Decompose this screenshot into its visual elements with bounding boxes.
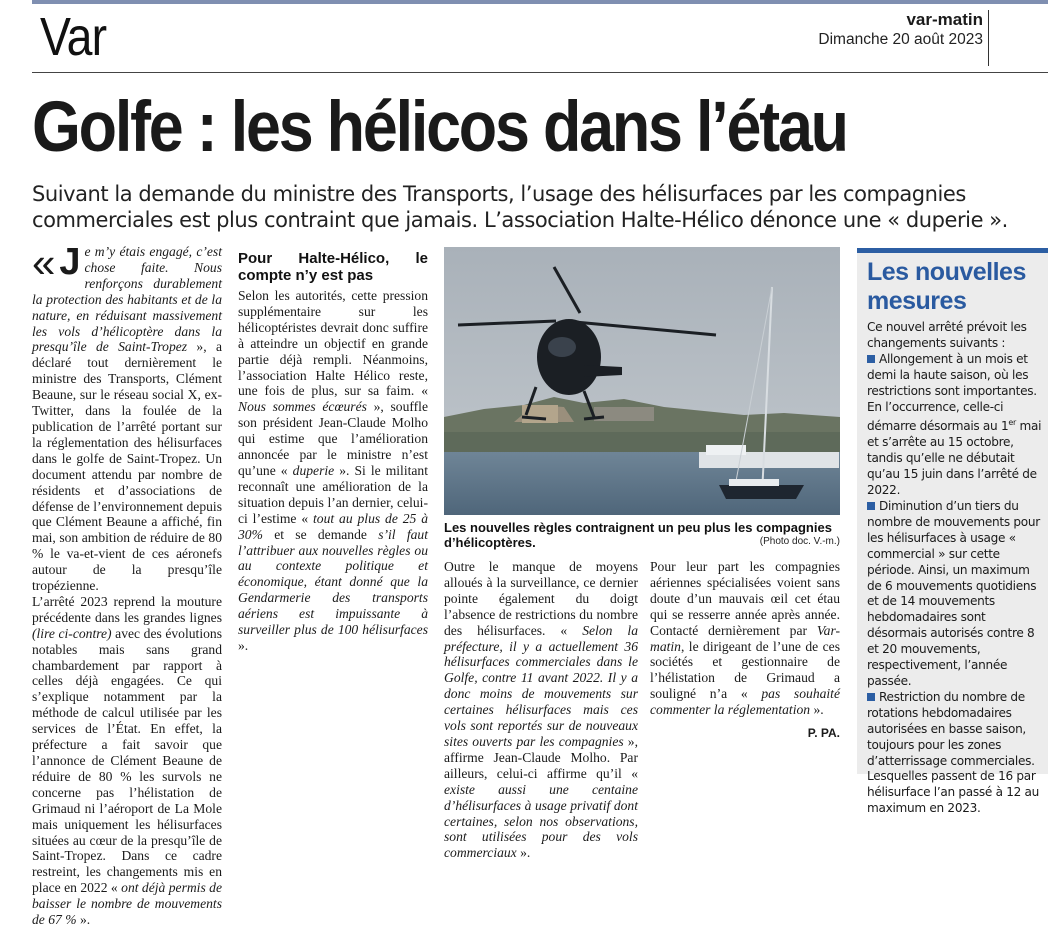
sidebar-item-text: Allongement à un mois et demi la haute saison, où les restrictions sont importantes. En l’occurrence, celle-ci démarre désormais au 1 — [867, 351, 1037, 434]
dropcap-quote: « — [32, 239, 56, 286]
sidebar-item-2 — [867, 499, 1045, 690]
paragraph-text: », souffle son président Jean-Claude Molho qui estime que l’amélioration annoncée par le ministre n’est qu’une « — [238, 399, 428, 478]
article-column-1 — [32, 239, 222, 928]
publication-date: Dimanche 20 août 2023 — [818, 31, 983, 48]
headline: Golfe : les hélicos dans l’étau — [32, 88, 847, 167]
paragraph-text: L’arrêté 2023 reprend la mouture précédente dans les grandes lignes — [32, 593, 222, 625]
paragraph-text: Selon les autorités, cette pression supplémentaire sur les hélicoptéristes devrait donc suffire à atteindre un objectif en grande partie déjà rempli. Néanmoins, l’association Halte Hélico reste, une fois de plus, sur sa faim. « — [238, 288, 428, 399]
paragraph-text: Outre le manque de moyens alloués à la surveillance, ce dernier pointe également du doigt l’absence de restrictions du nombre des hélisurfaces. « — [444, 559, 638, 638]
paragraph-text: , le dirigeant de l’une de ces sociétés et gestionnaire de l’hélistation de Grimaud a souligné n’a « — [650, 638, 840, 702]
standfirst: Suivant la demande du ministre des Transports, l’usage des hélisurfaces par les compagnies commerciales est plus contraint que jamais. L’association Halte-Hélico dénonce une « duperie ». — [32, 182, 1008, 232]
sidebar-item-text: Diminution d’un tiers du nombre de mouvements pour les hélisurfaces à usage « commercial » sur cette période. Ainsi, un maximum de 6 mouvements quotidiens et de 14 mouvements hebdomadaires sont désormais autorisés contre 8 et 20 mouvements, respectivement, l’année passée. — [867, 499, 1040, 688]
quote: duperie — [292, 462, 335, 478]
paragraph-text: ». — [516, 845, 531, 861]
paragraph-text: Pour leur part les compagnies aériennes spécialisées voient sans doute d’un mauvais œil cet étau qui se resserre année après année. Contacté dernièrement par — [650, 559, 840, 638]
quote: pas souhaité commenter la réglementation — [650, 686, 840, 718]
ordinal-superscript: er — [1008, 418, 1016, 428]
quote: existe aussi une centaine d’hélisurfaces à usage privatif dont certaines, selon nos observations, sont utilisées pour des vols commerciaux — [444, 781, 638, 861]
quote: Nous sommes écœurés — [238, 399, 367, 415]
paragraph-text: », affirme Jean-Claude Molho. Par ailleurs, celui-ci affirme qu’il « — [444, 733, 639, 781]
sidebar-item-1 — [867, 352, 1045, 499]
helicopter-photo-illustration — [444, 247, 840, 515]
sidebar-item-text: Restriction du nombre de rotations hebdomadaires autorisées en basse saison, toujours pour les zones d’atterrissage commerciales. Lesquelles passent de 16 par hélisurface l’an passé à 12 au maximum en 2023. — [867, 689, 1040, 816]
article-column-2-flow — [238, 244, 428, 774]
quote: Selon la préfecture, il y a actuellement 36 hélisurfaces commerciales dans le Golfe, contre 11 avant 2022. Il y a donc moins de mouvements sur certaines hélisurfaces mais ces vols sont reportés sur de nouveaux sites ouverts par les compagnies — [444, 622, 638, 749]
paragraph-text: ». Si le militant reconnaît une amélioration de la situation depuis l’an dernier, celui-ci l’estime « — [238, 462, 428, 526]
sidebar-title: Les nouvelles mesures — [867, 258, 1026, 315]
newspaper-name: var-matin — [906, 10, 983, 29]
sidebar-body — [867, 320, 1045, 817]
photo-credit: (Photo doc. V.-m.) — [759, 536, 840, 547]
article-paragraph-4 — [444, 559, 638, 861]
paragraph-text: ». — [238, 637, 249, 653]
quote: ont déjà permis de baisser le nombre de mouvements de 67 % — [32, 880, 222, 928]
sidebar-item-3 — [867, 690, 1045, 817]
paragraph-text: avec des évolutions notables mais sans grand chambardement par rapport à celles déjà engagées. Ce qui s’explique notamment par la méthode de calcul utilisée par les services de l’État. En effet, la préfecture a fait savoir que l’annonce de Clément Beaune de réduire de 80 % les survols ne concerne pas l’hélistation de Grimaud ni l’aéroport de La Mole mais uniquement les hélisurfaces situées au cœur de la presqu’île de Saint-Tropez. Dans ce cadre restreint, les changements mis en place en 2022 « — [32, 625, 222, 896]
article-paragraph-5 — [650, 559, 840, 718]
article-paragraph-2 — [32, 594, 222, 928]
bullet-square-icon — [867, 355, 875, 363]
author-signature: P. PA. — [807, 726, 840, 741]
article-column-4-flow — [650, 559, 840, 774]
masthead-info — [818, 10, 983, 50]
article-subhead: Pour Halte-Hélico, le compte n’y est pas — [238, 250, 428, 284]
sidebar-item-text: mai et s’arrête au 15 octobre, tandis qu’elle ne débutait qu’au 15 juin dans l’arrêté de 2022. — [867, 419, 1042, 498]
top-rule — [32, 0, 1048, 4]
sidebar-intro: Ce nouvel arrêté prévoit les changements suivants : — [867, 320, 1027, 350]
opening-quote: e m’y étais engagé, c’est chose faite. Nous renforçons durablement la protection des habitants et de la nature, en réduisant massivement les vols d’hélicoptère dans la presqu’île de Saint-Tropez — [32, 244, 222, 355]
quote: tout au plus de 25 à 30% — [238, 510, 428, 542]
paragraph-text: et se demande — [262, 526, 379, 542]
sidebar-accent-bar — [857, 248, 1048, 253]
photo-caption: Les nouvelles règles contraignent un peu plus les compagnies d’hélicoptères. — [444, 520, 832, 550]
article-photo — [444, 247, 840, 515]
paragraph-text: », a déclaré tout dernièrement le ministre des Transports, Clément Beaune, sur le réseau social X, ex-Twitter, dans la foulée de la publication de l’arrêté portant sur la réglementation des hélisurfaces dans le golfe de Saint-Tropez. Un document attendu par nombre de résidents et d’associations de défense de l’environnement depuis que Clément Beaune a affiché, fin mai, son ambition de réduire de 80 % le va-et-vient de ces aéronefs autour de la presqu’île tropézienne. — [32, 339, 222, 594]
dropcap-letter: J — [59, 241, 81, 283]
section-title: Var — [40, 7, 107, 67]
quote: s’il faut l’attribuer aux nouvelles règles ou au contexte politique et économique, étant donné que la Gendarmerie des transports aériens est impuissante à surveiller plus de 100 hélisurfaces — [238, 526, 428, 638]
paragraph-text: ». — [76, 912, 91, 928]
bullet-square-icon — [867, 693, 875, 701]
sidebar-box — [857, 248, 1048, 816]
article-paragraph-3 — [238, 288, 428, 654]
header-rule — [32, 72, 1048, 73]
paragraph-text: ». — [810, 702, 824, 718]
article-column-3-flow — [444, 559, 639, 861]
cross-reference: (lire ci-contre) — [32, 625, 112, 641]
bullet-square-icon — [867, 502, 875, 510]
newspaper-reference: Var-matin — [650, 622, 840, 654]
article-paragraph-1 — [32, 239, 222, 594]
masthead-divider — [988, 10, 989, 66]
